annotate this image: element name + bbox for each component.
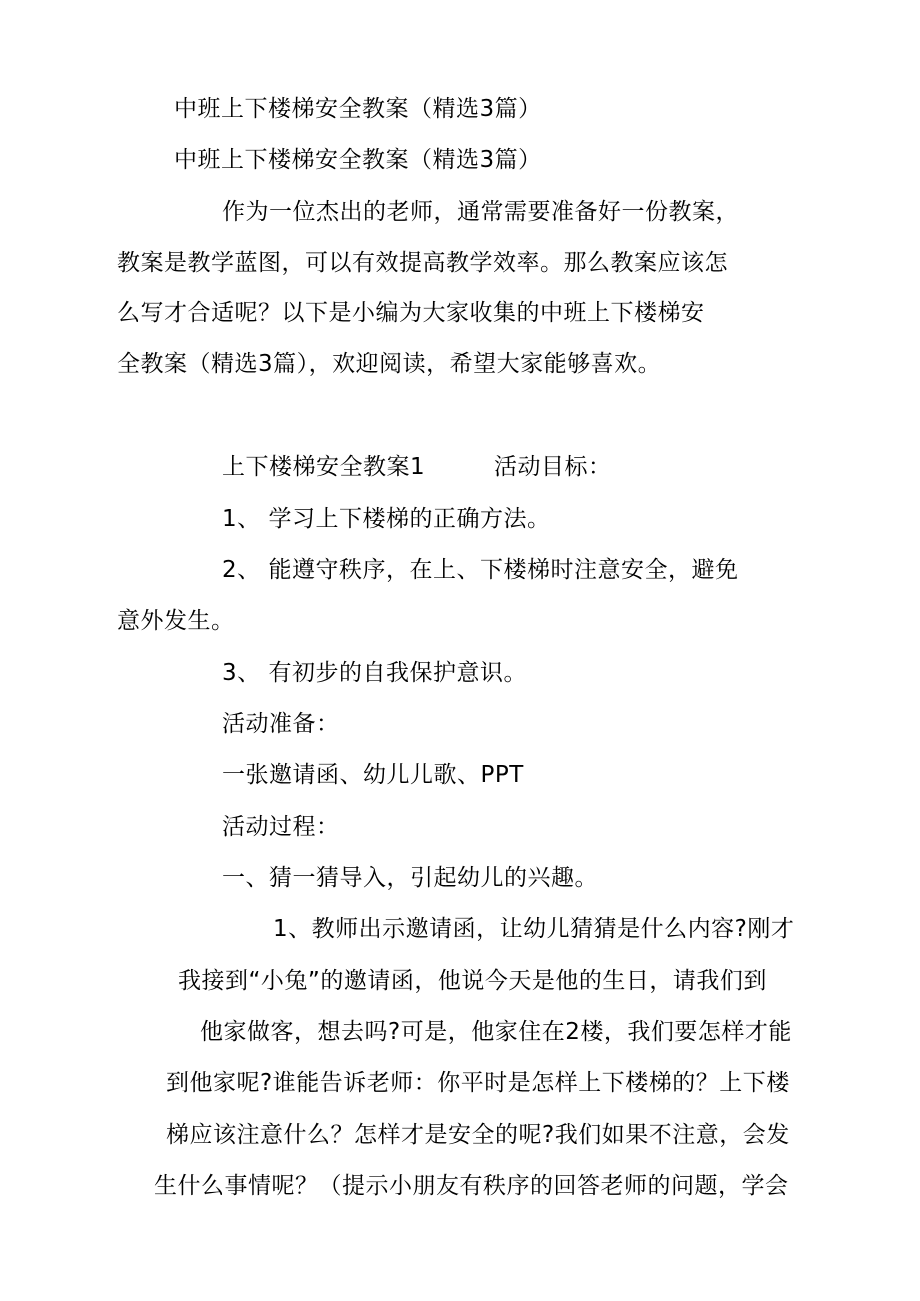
step-heading: 一、猜一猜导入，引起幼儿的兴趣。 [222, 865, 598, 891]
step-body-line: 到他家呢?谁能告诉老师：你平时是怎样上下楼梯的？上下楼 [166, 1070, 790, 1096]
step-body-line: 他家做客，想去吗?可是，他家住在2楼，我们要怎样才能 [200, 1019, 792, 1045]
goal-item-continuation: 意外发生。 [117, 608, 235, 634]
intro-line: 么写才合适呢？以下是小编为大家收集的中班上下楼梯安 [117, 300, 705, 326]
goals-label: 活动目标： [494, 454, 612, 480]
intro-line: 教案是教学蓝图，可以有效提高教学效率。那么教案应该怎 [117, 250, 728, 276]
step-body-line: 1、教师出示邀请函，让幼儿猜猜是什么内容?刚才 [273, 916, 795, 942]
process-label: 活动过程： [222, 814, 340, 840]
step-body-line: 我接到“小兔”的邀请函，他说今天是他的生日，请我们到 [178, 968, 767, 994]
document-subtitle: 中班上下楼梯安全教案（精选3篇） [174, 147, 542, 173]
document-title: 中班上下楼梯安全教案（精选3篇） [174, 96, 542, 122]
step-body-line: 生什么事情呢？（提示小朋友有秩序的回答老师的问题，学会 [154, 1173, 789, 1199]
goal-item: 3、 有初步的自我保护意识。 [222, 660, 527, 686]
intro-line: 作为一位杰出的老师，通常需要准备好一份教案， [222, 199, 739, 225]
prep-items: 一张邀请函、幼儿儿歌、PPT [222, 762, 524, 788]
prep-label: 活动准备： [222, 711, 340, 737]
step-body-line: 梯应该注意什么？怎样才是安全的呢?我们如果不注意，会发 [166, 1122, 790, 1148]
goal-item: 1、 学习上下楼梯的正确方法。 [222, 506, 551, 532]
goal-item: 2、 能遵守秩序，在上、下楼梯时注意安全，避免 [222, 557, 739, 583]
intro-line: 全教案（精选3篇），欢迎阅读，希望大家能够喜欢。 [117, 351, 662, 377]
section-heading: 上下楼梯安全教案1 [222, 454, 426, 480]
